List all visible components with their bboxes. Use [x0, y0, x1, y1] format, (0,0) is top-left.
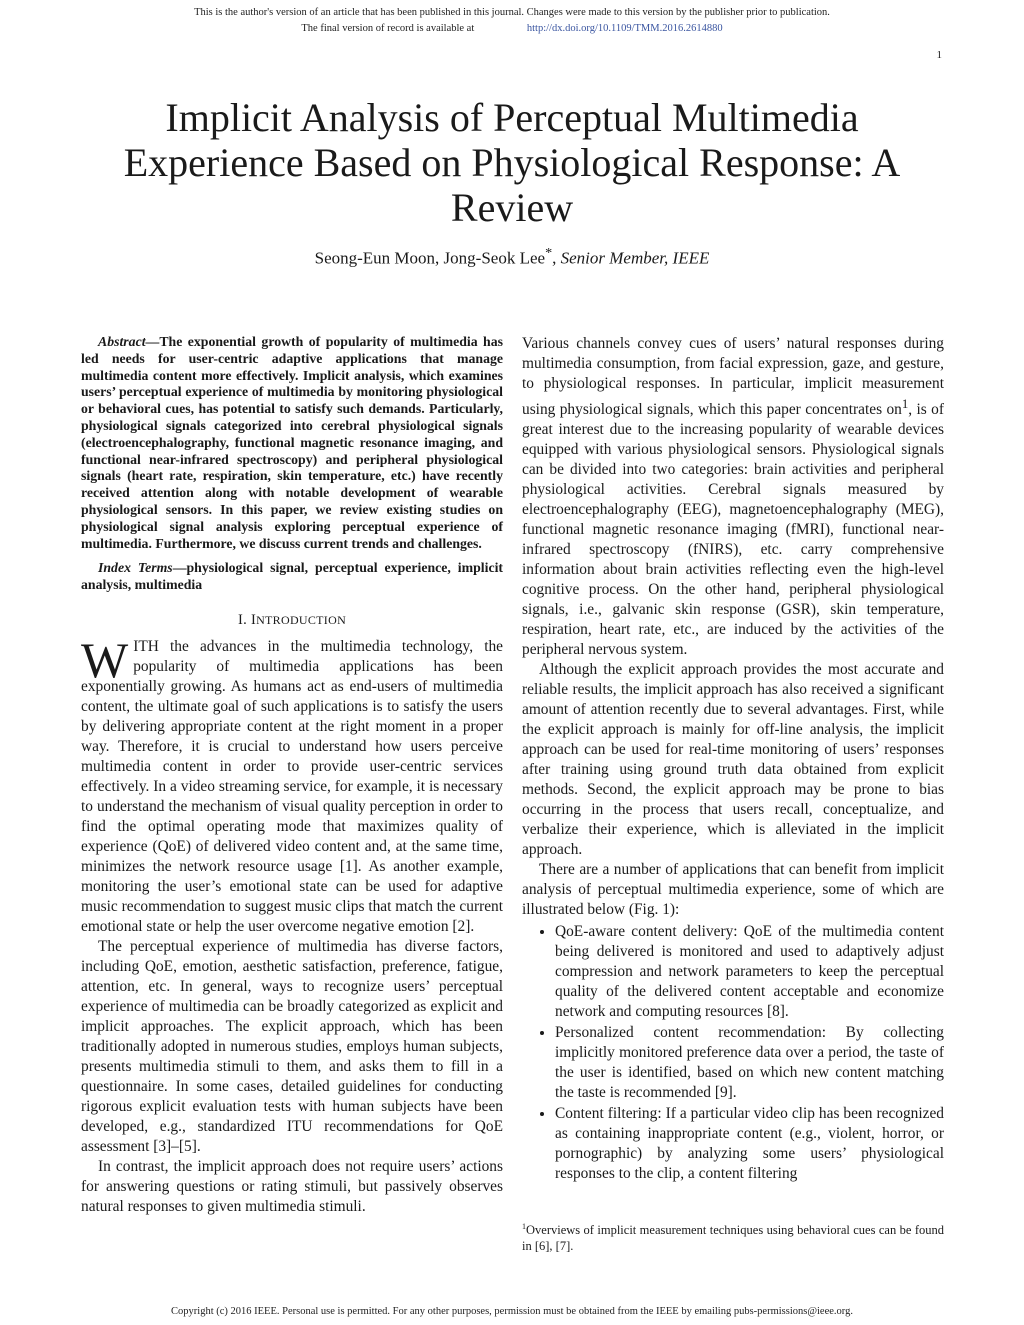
left-column [81, 334, 503, 1217]
section-title-rest: NTRODUCTION [256, 612, 347, 627]
abstract-label: Abstract [98, 334, 146, 349]
list-item: • Content filtering: If a particular video clip has been recognized as containing inappropriate content (e.g., violent, horror, or pornographic) by analyzing some users’ physiological responses to the clip, a content filtering [555, 1104, 944, 1184]
list-item: • QoE-aware content delivery: QoE of the multimedia content being delivered is monitored and used to adaptively adjust compression and network parameters to keep the perceptual quality of the delivered content acceptable and economize network and computing resources [8]. [555, 922, 944, 1022]
intro-paragraph-2: The perceptual experience of multimedia has diverse factors, including QoE, emotion, aesthetic satisfaction, preference, fatigue, attention, etc. In general, ways to recognize users’ perceptual experience of multimedia can be broadly categorized as explicit and implicit approaches. The explicit approach, which has been traditionally adopted in numerous studies, employs human subjects, presents multimedia stimuli to them, and asks them to fill in a questionnaire. In some cases, detailed guidelines for conducting rigorous explicit evaluation tests with human subjects have been developed, e.g., standardized ITU recommendations for QoE assessment [3]–[5]. [81, 937, 503, 1155]
footnote-text: Overviews of implicit measurement techniques using behavioral cues can be found in [6], [7]. [522, 1223, 944, 1254]
corresponding-mark: * [545, 245, 553, 261]
index-terms-text: —physiological signal, perceptual experience, implicit analysis, multimedia [81, 560, 504, 593]
copyright-notice: Copyright (c) 2016 IEEE. Personal use is permitted. For any other purposes, permission must be obtained from the IEEE by emailing pubs-permissions@ieee.org. [171, 1306, 853, 1317]
paper-title: Implicit Analysis of Perceptual Multimedia Experience Based on Physiological Response: A Review [123, 95, 901, 230]
footnote-ref: 1 [901, 397, 909, 411]
abstract-text: —The exponential growth of popularity of multimedia has led needs for user-centric adaptive applications that manage multimedia content more effectively. Implicit analysis, which examines users’ perceptual experience of multimedia by monitoring physiological or behavioral cues, has potential to satisfy such demands. Particularly, physiological signals categorized into cerebral physiological signals (electroencephalography, functional magnetic resonance imaging, and functional near-infrared spectroscopy) and peripheral physiological signals (heart rate, respiration, skin temperature, etc.) have recently received attention along with notable development of wearable physiological sensors. In this paper, we review existing studies on physiological signal analysis exploring perceptual experience of multimedia. Furthermore, we discuss current trends and challenges. [81, 334, 503, 551]
right-paragraph-3: There are a number of applications that can benefit from implicit analysis of perceptual multimedia experience, some of which are illustrated below (Fig. 1): [522, 861, 944, 919]
footnote-mark: 1 [522, 1222, 526, 1231]
header-notice: This is the author's version of an article that has been published in this journal. Changes were made to this version by the publisher prior to publication. [194, 7, 830, 18]
author-sep: , [552, 248, 561, 268]
doi-link[interactable]: http://dx.doi.org/10.1109/TMM.2016.2614880 [526, 23, 723, 34]
index-terms [81, 560, 503, 594]
right-paragraph-2: Although the explicit approach provides the most accurate and reliable results, the implicit approach has also received a significant amount of attention recently due to several advantages. First, while the explicit approach is mainly for off-line analysis, the implicit approach can be used for real-time monitoring of users’ responses after training using ground truth data obtained from explicit methods. Second, the explicit approach may be prone to bias occurring in the process that users recall, conceptualize, and verbalize their experience, which is alleviated in the implicit approach. [522, 661, 944, 859]
section-heading [81, 612, 503, 629]
applications-list [522, 922, 944, 1184]
header-record-line [0, 23, 1024, 34]
page-number: 1 [936, 49, 942, 61]
intro-paragraph-1 [81, 631, 503, 937]
section-first-letter: I [250, 611, 257, 628]
abstract [81, 334, 503, 552]
drop-cap: W [81, 631, 129, 688]
author-role: Senior Member, IEEE [560, 248, 710, 268]
footnote [522, 1219, 944, 1254]
right-paragraph-1 [522, 334, 944, 660]
section-num: I. [237, 611, 251, 628]
right-column [522, 334, 944, 1185]
list-item: • Personalized content recommendation: By collecting implicitly monitored preference data over a period, the taste of the user is identified, based on which new content matching the taste is recommended [9]. [555, 1023, 944, 1103]
header-record-text: The final version of record is available at [301, 23, 475, 34]
author-names: Seong-Eun Moon, Jong-Seok Lee [314, 248, 546, 268]
index-terms-label: Index Terms [98, 560, 173, 576]
intro-paragraph-3: In contrast, the implicit approach does not require users’ actions for answering questions or rating stimuli, but passively observes natural responses to given multimedia stimuli. [81, 1157, 503, 1215]
intro-p1-text: ITH the advances in the multimedia technology, the popularity of multimedia applications has been exponentially growing. As humans act as end-users of multimedia content, the ultimate goal of such applications is to satisfy the users by delivering appropriate content at the right moment in a proper way. Therefore, it is crucial to understand how users perceive multimedia content in order to provide user-centric services effectively. In a video streaming service, for example, it is necessary to understand the mechanism of visual quality perception in order to find the optimal operating mode that maximizes quality of experience (QoE) of delivered video content and, at the same time, minimizes the network resource usage [1]. As another example, monitoring the user’s emotional state can be used for adaptive music recommendation to suggest music clips that match the current emotional state or help the user overcome negative emotion [2]. [81, 637, 503, 935]
right-p1a: Various channels convey cues of users’ natural responses during multimedia consumption, from facial expression, gaze, and gesture, to physiological responses. In particular, implicit measurement using physiological signals, which this paper concentrates on [522, 335, 944, 419]
right-p1b: , is of great interest due to the increasing popularity of wearable devices equipped with various physiological sensors. Physiological signals can be divided into two categories: brain activities and peripheral physiological activities. Cerebral signals measured by electroencephalography (EEG), magnetoencephalography (MEG), functional magnetic resonance imaging (fMRI), functional near-infrared spectroscopy (fNIRS), etc. carry comprehensive information about brain activities reflecting even the high-level cognitive process. On the other hand, peripheral physiological signals, i.e., galvanic skin response (GSR), skin temperature, respiration, heart rate, etc., are induced by the activities of the peripheral nervous system. [522, 401, 944, 659]
authors [0, 245, 1024, 269]
